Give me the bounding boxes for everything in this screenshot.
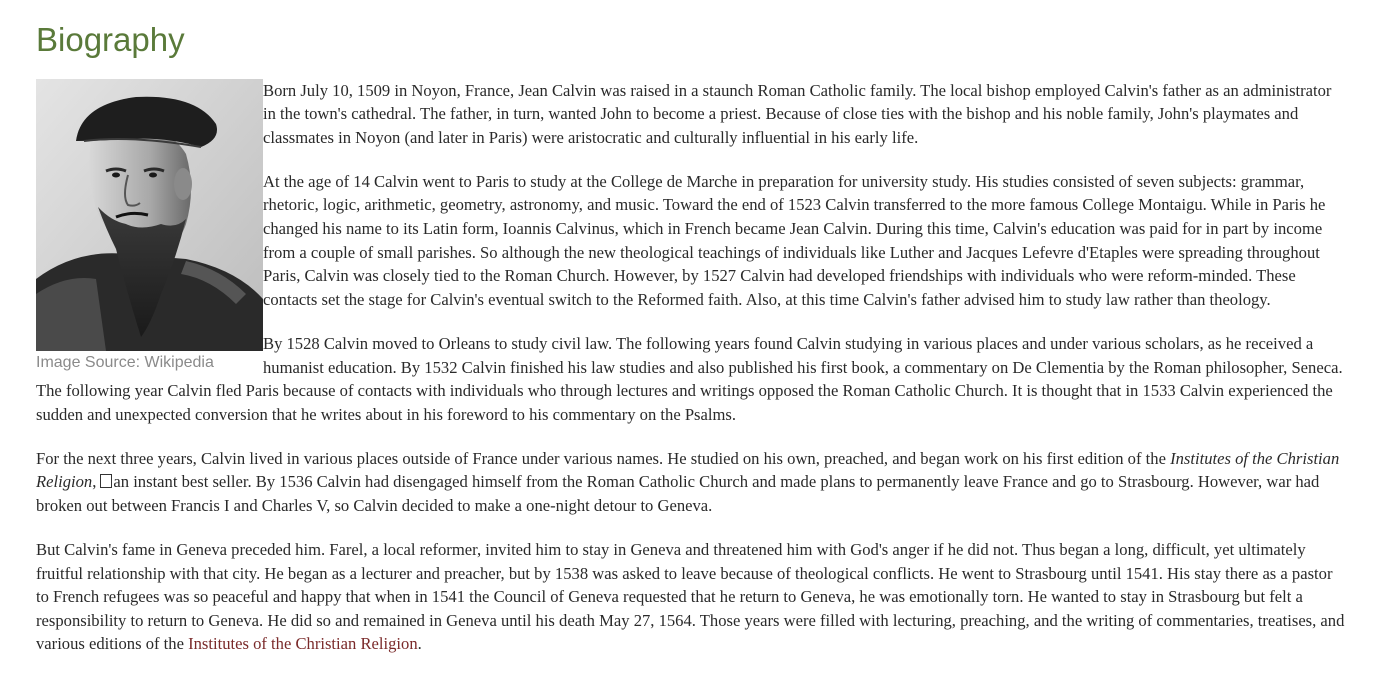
paragraph-4-comma: , <box>92 472 97 492</box>
main-content <box>36 20 1348 677</box>
institutes-title-italic: Institutes of the Christian Religion <box>36 448 1340 492</box>
image-caption: Image Source: Wikipedia <box>36 353 214 371</box>
paragraph-5 <box>36 538 1348 656</box>
paragraph-5-text: But Calvin's fame in Geneva preceded him. Farel, a local reformer, invited him to stay in Geneva and threatened him with God's anger if he did not. Thus began a long, difficult, yet ultimately fruitful relationship with that city. He began as a lecturer and preacher, but by 1538 was asked to leave because of theological conflicts. He went to Strasbourg until 1541. His stay there as a pastor to French refugees was so peaceful and happy that when in 1541 the Council of Geneva requested that he return to Geneva, he was emotionally torn. He wanted to stay in Strasbourg but felt a responsibility to return to Geneva. He did so and remained in Geneva until his death May 27, 1564. Those years were filled with lecturing, preaching, and the writing of commentaries, treatises, and various editions of the <box>36 540 1345 654</box>
paragraph-3: By 1528 Calvin moved to Orleans to study civil law. The following years found Calvin studying in various places and under various scholars, as he received a humanist education. By 1532 Calvin finished his law studies and also published his first book, a commentary on De Clementia by the Roman philosopher, Seneca. The following year Calvin fled Paris because of contacts with individuals who through lectures and writings opposed the Roman Catholic Church. It is thought that in 1533 Calvin experienced the sudden and unexpected conversion that he writes about in his foreword to his commentary on the Psalms. <box>36 333 1343 424</box>
paragraph-1: Born July 10, 1509 in Noyon, France, Jean Calvin was raised in a staunch Roman Catholic family. The local bishop employed Calvin's father as an administrator in the town's cathedral. The father, in turn, wanted John to become a priest. Because of close ties with the bishop and his noble family, John's playmates and classmates in Noyon (and later in Paris) were aristocratic and culturally influential in his early life. <box>263 80 1332 147</box>
portrait-figure <box>36 79 263 373</box>
institutes-link[interactable]: Institutes of the Christian Religion <box>188 634 418 654</box>
paragraph-2: At the age of 14 Calvin went to Paris to study at the College de Marche in preparation for university study. His studies consisted of seven subjects: grammar, rhetoric, logic, arithmetic, geometry, astronomy, and music. Toward the end of 1523 Calvin transferred to the more famous College Montaigu. While in Paris he changed his name to its Latin form, Ioannis Calvinus, which in French became Jean Calvin. During this time, Calvin's education was paid for in part by income from a couple of small parishes. So although the new theological teachings of individuals like Luther and Jacques Lefevre d'Etaples were spreading throughout Paris, Calvin was closely tied to the Roman Church. However, by 1527 Calvin had developed friendships with individuals who were reform-minded. These contacts set the stage for Calvin's eventual switch to the Reformed faith. Also, at this time Calvin's father advised him to study law rather than theology. <box>263 171 1326 309</box>
paragraph-4-text-b: an instant best seller. By 1536 Calvin had disengaged himself from the Roman Catholic Church and made plans to permanently leave France and go to Strasbourg. However, war had broken out between Francis I and Charles V, so Calvin decided to make a one-night detour to Geneva. <box>36 472 1320 515</box>
page-title: Biography <box>36 21 185 58</box>
paragraph-4 <box>36 447 1348 518</box>
paragraph-5-end: . <box>417 634 422 654</box>
portrait-engraving-icon <box>36 79 263 351</box>
missing-glyph-icon <box>100 474 112 488</box>
paragraph-4-text-a: For the next three years, Calvin lived in various places outside of France under various names. He studied on his own, preached, and began work on his first edition of the <box>36 448 1171 468</box>
